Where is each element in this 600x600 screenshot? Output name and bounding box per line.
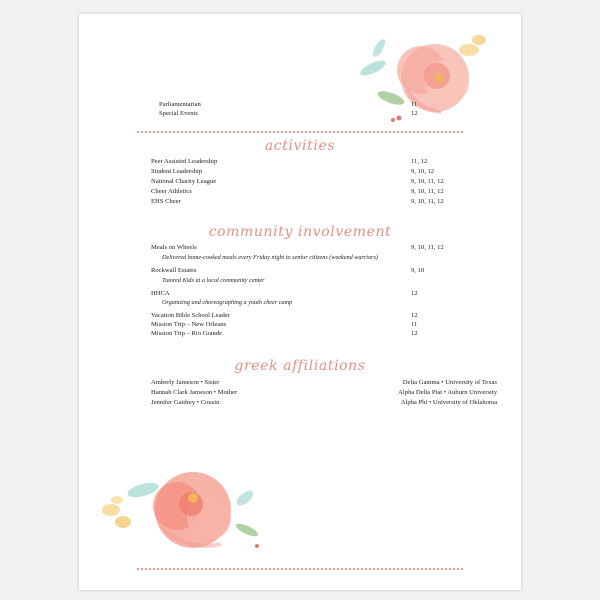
greek-organization: Alpha Delta Piat • Auburn University <box>398 389 497 396</box>
top-row-grade: 12 <box>411 110 418 117</box>
community-label: Vacation Bible School Leader <box>151 312 230 319</box>
community-note: Delivered home-cooked meals every Friday night to senior citizens (weekend warriors) <box>162 254 378 261</box>
activity-label: Peer Assisted Leadership <box>151 158 218 165</box>
community-heading: community involvement <box>208 224 392 240</box>
community-label: Rockwall Estates <box>151 267 197 274</box>
dotted-divider <box>137 568 463 570</box>
community-grades: 11 <box>411 321 418 328</box>
community-label: Mission Trip – Rio Grande <box>151 330 223 337</box>
community-grades: 9, 10, 11, 12 <box>411 244 444 251</box>
greek-relation: Jennifer Gaidrey • Cousin <box>151 399 220 406</box>
watercolor-peony-bottom <box>97 460 267 560</box>
watercolor-peony-top <box>349 20 499 132</box>
activity-label: National Charity League <box>151 178 217 185</box>
community-note: Tutored Kids at a local community center <box>162 277 265 284</box>
activity-label: Student Leadership <box>151 168 203 175</box>
community-label: HHCA <box>151 290 170 297</box>
greek-relation: Hannah Clark Jameson • Mother <box>151 389 238 396</box>
activity-label: EHS Cheer <box>151 198 181 205</box>
community-grades: 12 <box>411 330 418 337</box>
activity-grades: 9, 10, 12 <box>411 168 435 175</box>
dotted-divider <box>137 131 463 133</box>
activity-grades: 9, 10, 11, 12 <box>411 198 444 205</box>
greek-organization: Alpha Phi • University of Oklahoma <box>400 399 497 406</box>
activity-grades: 11, 12 <box>411 158 428 165</box>
community-note: Organizing and choreographing a youth cheer camp <box>162 299 293 306</box>
top-row-grade: 11 <box>411 101 418 108</box>
activity-label: Cheer Athletics <box>151 188 192 195</box>
activity-grades: 9, 10, 11, 12 <box>411 188 444 195</box>
activity-grades: 9, 10, 11, 12 <box>411 178 444 185</box>
community-grades: 12 <box>411 290 418 297</box>
greek-heading: greek affiliations <box>234 358 366 374</box>
top-row-label: Special Events <box>159 110 199 117</box>
community-grades: 9, 10 <box>411 267 425 274</box>
greek-organization: Delta Gamma • University of Texas <box>402 379 497 386</box>
top-row-label: Parliamentarian <box>159 101 201 108</box>
community-label: Mission Trip – New Orleans <box>151 321 227 328</box>
resume-page <box>79 14 521 590</box>
community-label: Meals on Wheels <box>151 244 197 251</box>
activities-heading: activities <box>264 138 336 154</box>
community-grades: 12 <box>411 312 418 319</box>
greek-relation: Amberly Jameson • Sister <box>151 379 220 386</box>
